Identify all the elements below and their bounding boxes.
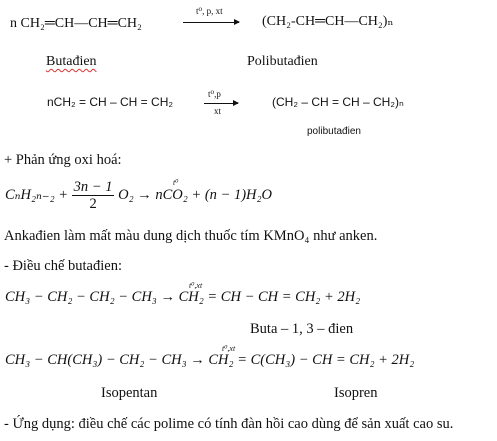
synthesis-eq1-cond: t⁰,xt bbox=[189, 281, 203, 290]
oxidation-heading: + Phản ứng oxi hoá: bbox=[4, 152, 122, 168]
oxidation-eq-lhs: CₙH₂ₙ₋₂ + bbox=[5, 187, 69, 203]
reaction2-arrow bbox=[204, 103, 238, 104]
synthesis-eq2-label-left: Isopentan bbox=[101, 385, 158, 401]
oxidation-note: Ankađien làm mất màu dung dịch thuốc tím KMnO₄ như anken. bbox=[4, 228, 378, 244]
synthesis-eq1: CH₃ − CH₂ − CH₂ − CH₃ → CH₂ = CH − CH = CH₂ + 2H₂ bbox=[5, 289, 361, 305]
reaction1-lhs: n CH₂═CH—CH═CH₂ bbox=[10, 16, 142, 31]
oxidation-fraction bbox=[72, 179, 115, 212]
reaction2-lhs: nCH₂ = CH – CH = CH₂ bbox=[47, 95, 174, 109]
label-polibutadien: Polibutađien bbox=[247, 54, 318, 69]
application-text: - Ứng dụng: điều chế các polime có tính đàn hồi cao dùng để sản xuất cao su. bbox=[4, 416, 454, 432]
synthesis-eq2-label-right: Isopren bbox=[334, 385, 378, 401]
oxidation-eq-rhs: O₂ → nCO₂ + (n − 1)H₂O bbox=[118, 187, 273, 203]
reaction2-cond-bottom: xt bbox=[214, 106, 222, 116]
fraction-denominator: 2 bbox=[89, 196, 97, 213]
oxidation-equation bbox=[5, 176, 272, 214]
synthesis-eq1-label: Buta – 1, 3 – đien bbox=[250, 321, 354, 337]
label-butadien: Butađien bbox=[46, 54, 97, 69]
reaction1-arrow bbox=[183, 22, 239, 23]
label-polibutadien-2: polibutađien bbox=[307, 126, 361, 137]
reaction2-cond-top: t⁰,p bbox=[208, 89, 221, 99]
synthesis-heading: - Điều chế butađien: bbox=[4, 258, 122, 274]
reaction2-rhs: (CH₂ – CH = CH – CH₂)ₙ bbox=[272, 95, 404, 109]
reaction1-conditions: t⁰, p, xt bbox=[196, 6, 223, 16]
fraction-numerator: 3n − 1 bbox=[73, 179, 113, 196]
reaction1-rhs: (CH₂-CH═CH—CH₂)ₙ bbox=[262, 14, 394, 29]
synthesis-eq2-cond: t⁰,xt bbox=[222, 344, 236, 353]
oxidation-arrow-cond: t⁰ bbox=[173, 178, 179, 187]
synthesis-eq2: CH₃ − CH(CH₃) − CH₂ − CH₃ → CH₂ = C(CH₃) − CH = CH₂ + 2H₂ bbox=[5, 352, 415, 368]
